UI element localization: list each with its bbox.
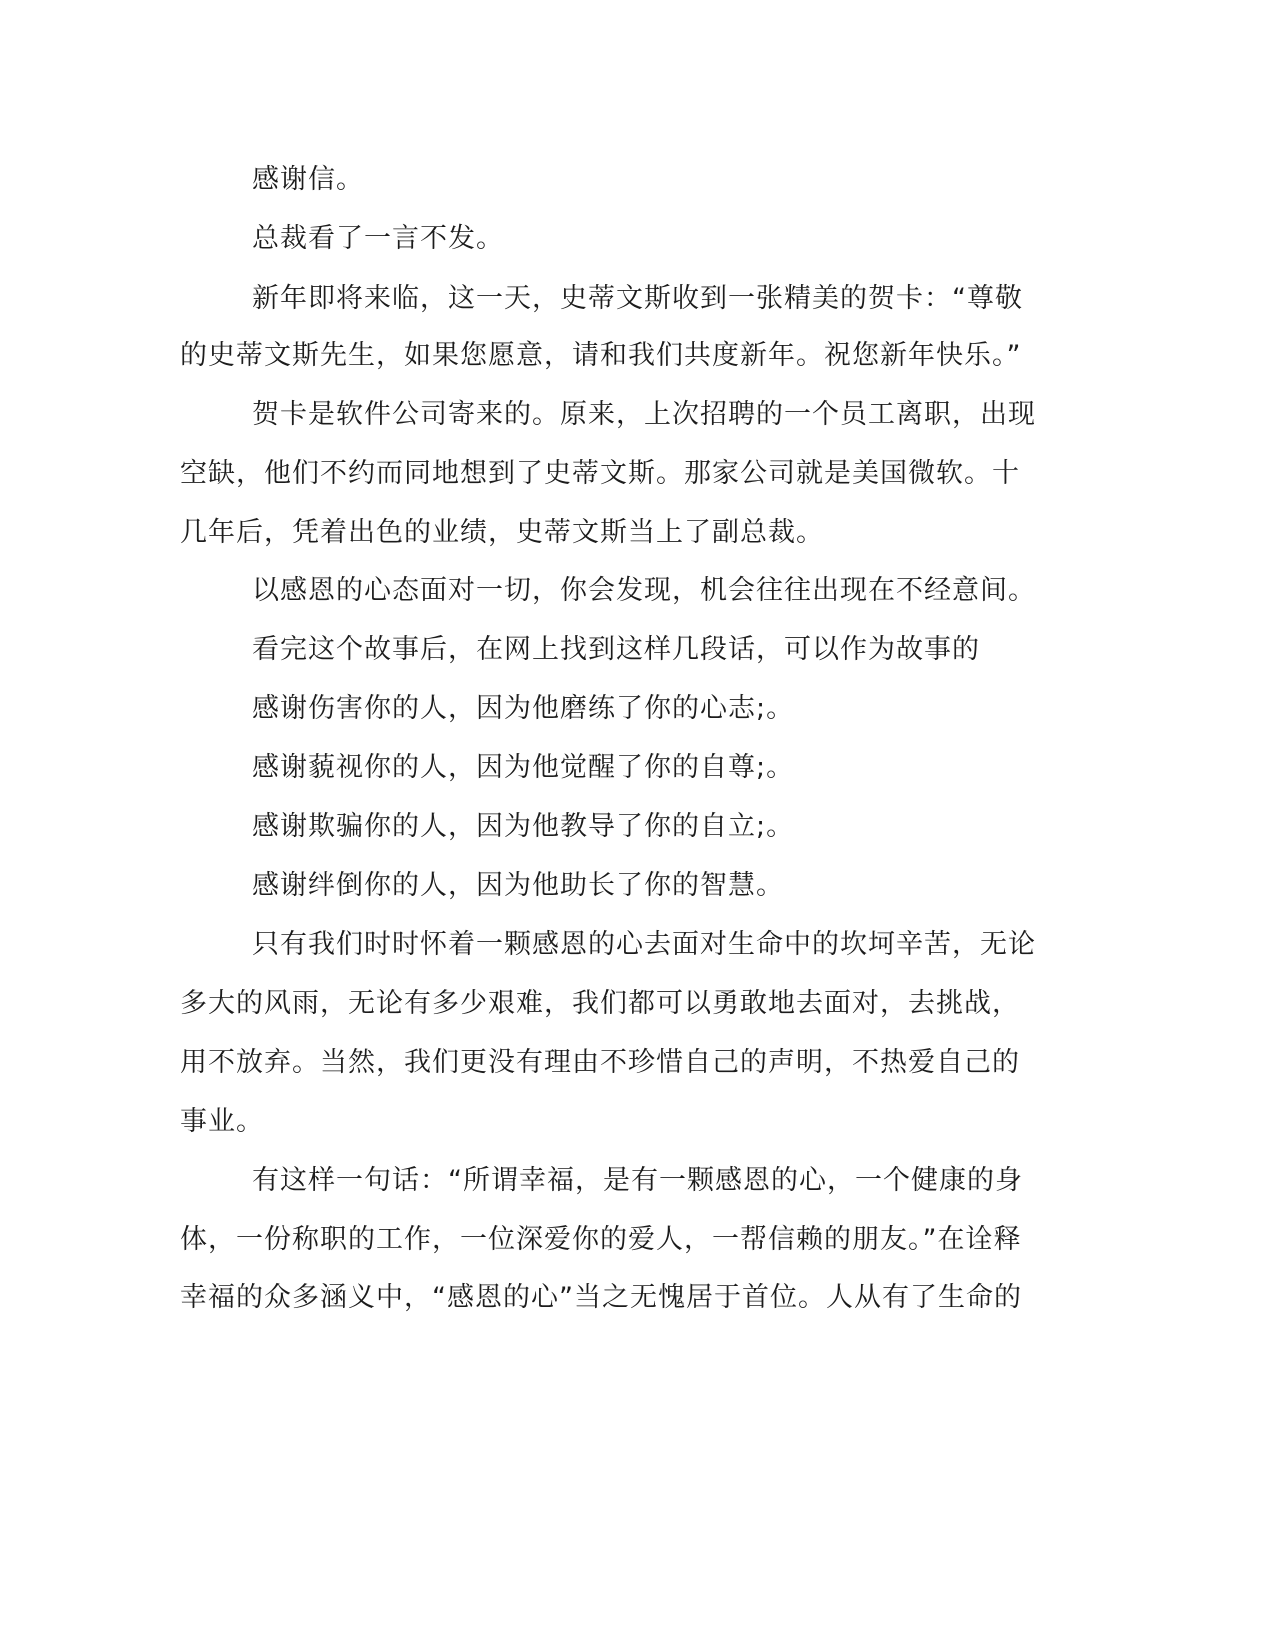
text-line: 的史蒂文斯先生，如果您愿意，请和我们共度新年。祝您新年快乐。” <box>180 340 1022 371</box>
text-line: 贺卡是软件公司寄来的。原来，上次招聘的一个员工离职，出现 <box>252 399 1036 430</box>
text-line: 有这样一句话：“所谓幸福，是有一颗感恩的心，一个健康的身 <box>252 1165 1023 1196</box>
text-line: 看完这个故事后，在网上找到这样几段话，可以作为故事的 <box>252 634 980 665</box>
text-line: 体，一份称职的工作，一位深爱你的爱人，一帮信赖的朋友。”在诠释 <box>180 1224 1022 1255</box>
text-line: 以感恩的心态面对一切，你会发现，机会往往出现在不经意间。 <box>252 575 1036 606</box>
text-line: 总裁看了一言不发。 <box>252 223 504 254</box>
text-line: 几年后，凭着出色的业绩，史蒂文斯当上了副总裁。 <box>180 517 824 548</box>
text-line: 空缺，他们不约而同地想到了史蒂文斯。那家公司就是美国微软。十 <box>180 458 1020 489</box>
text-line: 感谢藐视你的人，因为他觉醒了你的自尊;。 <box>252 752 795 783</box>
text-line: 多大的风雨，无论有多少艰难，我们都可以勇敢地去面对，去挑战， <box>180 988 1020 1019</box>
text-line: 感谢伤害你的人，因为他磨练了你的心志;。 <box>252 693 795 724</box>
text-line: 感谢欺骗你的人，因为他教导了你的自立;。 <box>252 811 795 842</box>
text-line: 只有我们时时怀着一颗感恩的心去面对生命中的坎坷辛苦，无论 <box>252 929 1036 960</box>
text-line: 新年即将来临，这一天，史蒂文斯收到一张精美的贺卡：“尊敬 <box>252 283 1023 314</box>
text-line: 感谢绊倒你的人，因为他助长了你的智慧。 <box>252 870 784 901</box>
text-line: 事业。 <box>180 1106 264 1137</box>
text-line: 感谢信。 <box>252 164 364 195</box>
text-line: 幸福的众多涵义中，“感恩的心”当之无愧居于首位。人从有了生命的 <box>180 1282 1022 1313</box>
text-line: 用不放弃。当然，我们更没有理由不珍惜自己的声明，不热爱自己的 <box>180 1047 1020 1078</box>
